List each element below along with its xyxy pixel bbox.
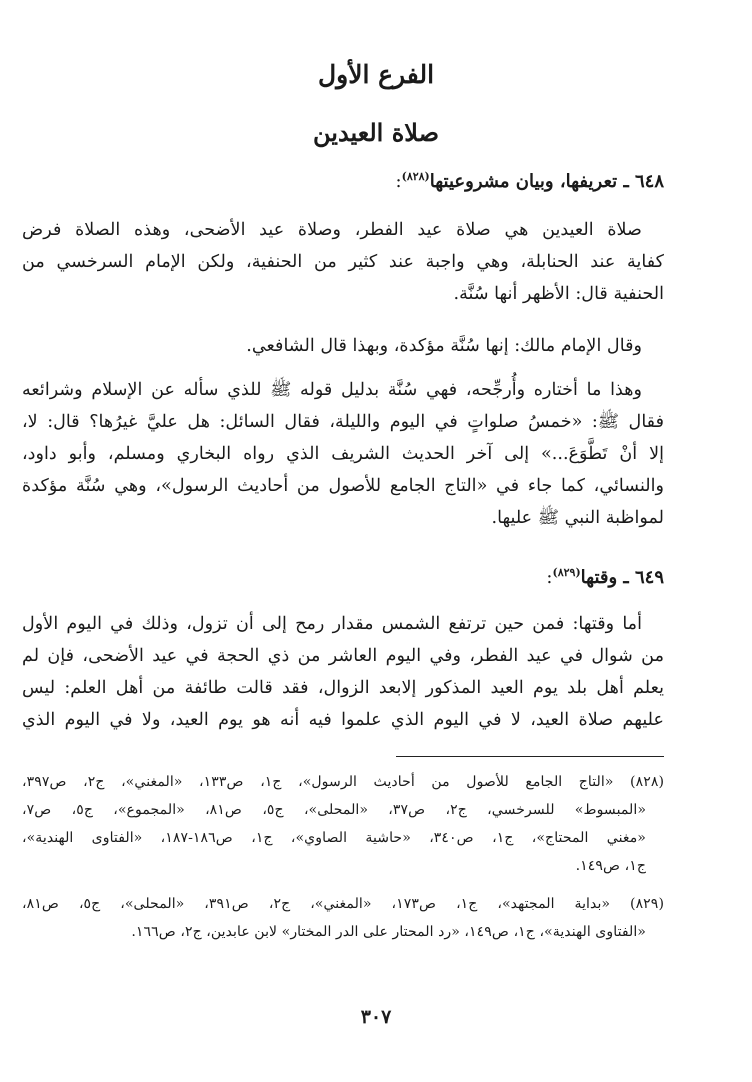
- heading-648-colon: :: [395, 171, 402, 192]
- paragraph-line: عليهم صلاة العيد، لا في اليوم الذي علموا فيه أنه هو يوم العيد، ولا في اليوم الذي: [22, 710, 664, 730]
- footnote-line: (٨٢٩) «بداية المجتهد»، ج١، ص١٧٣، «المغني»، ج٢، ص٣٩١، «المحلى»، ج٥، ص٨١،: [22, 896, 664, 912]
- section-title: صلاة العيدين: [313, 118, 439, 147]
- paragraph-line: صلاة العيدين هي صلاة عيد الفطر، وصلاة عيد الأضحى، وهذه الصلاة فرض: [22, 220, 642, 240]
- footnote-line: «الفتاوى الهندية»، ج١، ص١٤٩، «رد المحتار على الدر المختار» لابن عابدين، ج٢، ص١٦٦.: [131, 924, 646, 940]
- paragraph-line: فقال ﷺ: «خمسُ صلواتٍ في اليوم والليلة، فقال السائل: هل عليَّ غيرُها؟ قال: لا،: [22, 412, 664, 432]
- footnote-line: «مغني المحتاج»، ج١، ص٣٤٠، «حاشية الصاوي»، ج١، ص١٨٦-١٨٧، «الفتاوى الهندية»،: [22, 830, 646, 846]
- paragraph-line: الحنفية قال: الأظهر أنها سُنَّة.: [453, 284, 664, 304]
- footnote-ref-829: (٨٢٩): [552, 566, 581, 579]
- chapter-title: الفرع الأول: [317, 60, 435, 89]
- paragraph-line: والنسائي، كما جاء في «التاج الجامع للأصول من أحاديث الرسول»، وهي سُنَّة مؤكدة: [22, 476, 664, 496]
- paragraph-line: لمواظبة النبي ﷺ عليها.: [491, 508, 664, 528]
- paragraph-line: وهذا ما أختاره وأُرجِّحه، فهي سُنَّة بدليل قوله ﷺ للذي سأله عن الإسلام وشرائعه: [22, 380, 642, 400]
- heading-649-colon: :: [546, 567, 553, 588]
- footnote-separator: [396, 756, 664, 757]
- paragraph-line: إلا أنْ تَطَّوَعَ...» إلى آخر الحديث الشريف الذي رواه البخاري ومسلم، وأبو داود،: [22, 444, 664, 464]
- paragraph-line: يعلم أهل بلد يوم العيد المذكور إلابعد الزوال، فقد قالت طائفة من أهل العلم: ليس: [22, 678, 664, 698]
- paragraph-line: أما وقتها: فمن حين ترتفع الشمس مقدار رمح إلى أن تزول، وذلك في اليوم الأول: [22, 614, 642, 634]
- paragraph-line: وقال الإمام مالك: إنها سُنَّة مؤكدة، وبهذا قال الشافعي.: [246, 336, 642, 356]
- footnote-line: (٨٢٨) «التاج الجامع للأصول من أحاديث الرسول»، ج١، ص١٣٣، «المغني»، ج٢، ص٣٩٧،: [22, 774, 664, 790]
- footnote-ref-828: (٨٢٨): [401, 170, 430, 183]
- heading-649-text: ٦٤٩ ـ وقتها: [580, 567, 664, 588]
- footnote-line: ج١، ص١٤٩.: [575, 858, 646, 874]
- heading-648: [84, 170, 664, 192]
- footnote-line: «المبسوط» للسرخسي، ج٢، ص٣٧، «المحلى»، ج٥، ص٨١، «المجموع»، ج٥، ص٧،: [22, 802, 646, 818]
- paragraph-line: كفاية عند الحنابلة، وهي واجبة عند كثير من الحنفية، ولكن الإمام السرخسي من: [22, 252, 664, 272]
- paragraph-line: من شوال في عيد الفطر، وفي اليوم العاشر من ذي الحجة في عيد الأضحى، فإن لم: [22, 646, 664, 666]
- heading-649: [84, 566, 664, 588]
- page-number: ٣٠٧: [360, 1006, 392, 1028]
- heading-648-text: ٦٤٨ ـ تعريفها، وبيان مشروعيتها: [429, 171, 664, 192]
